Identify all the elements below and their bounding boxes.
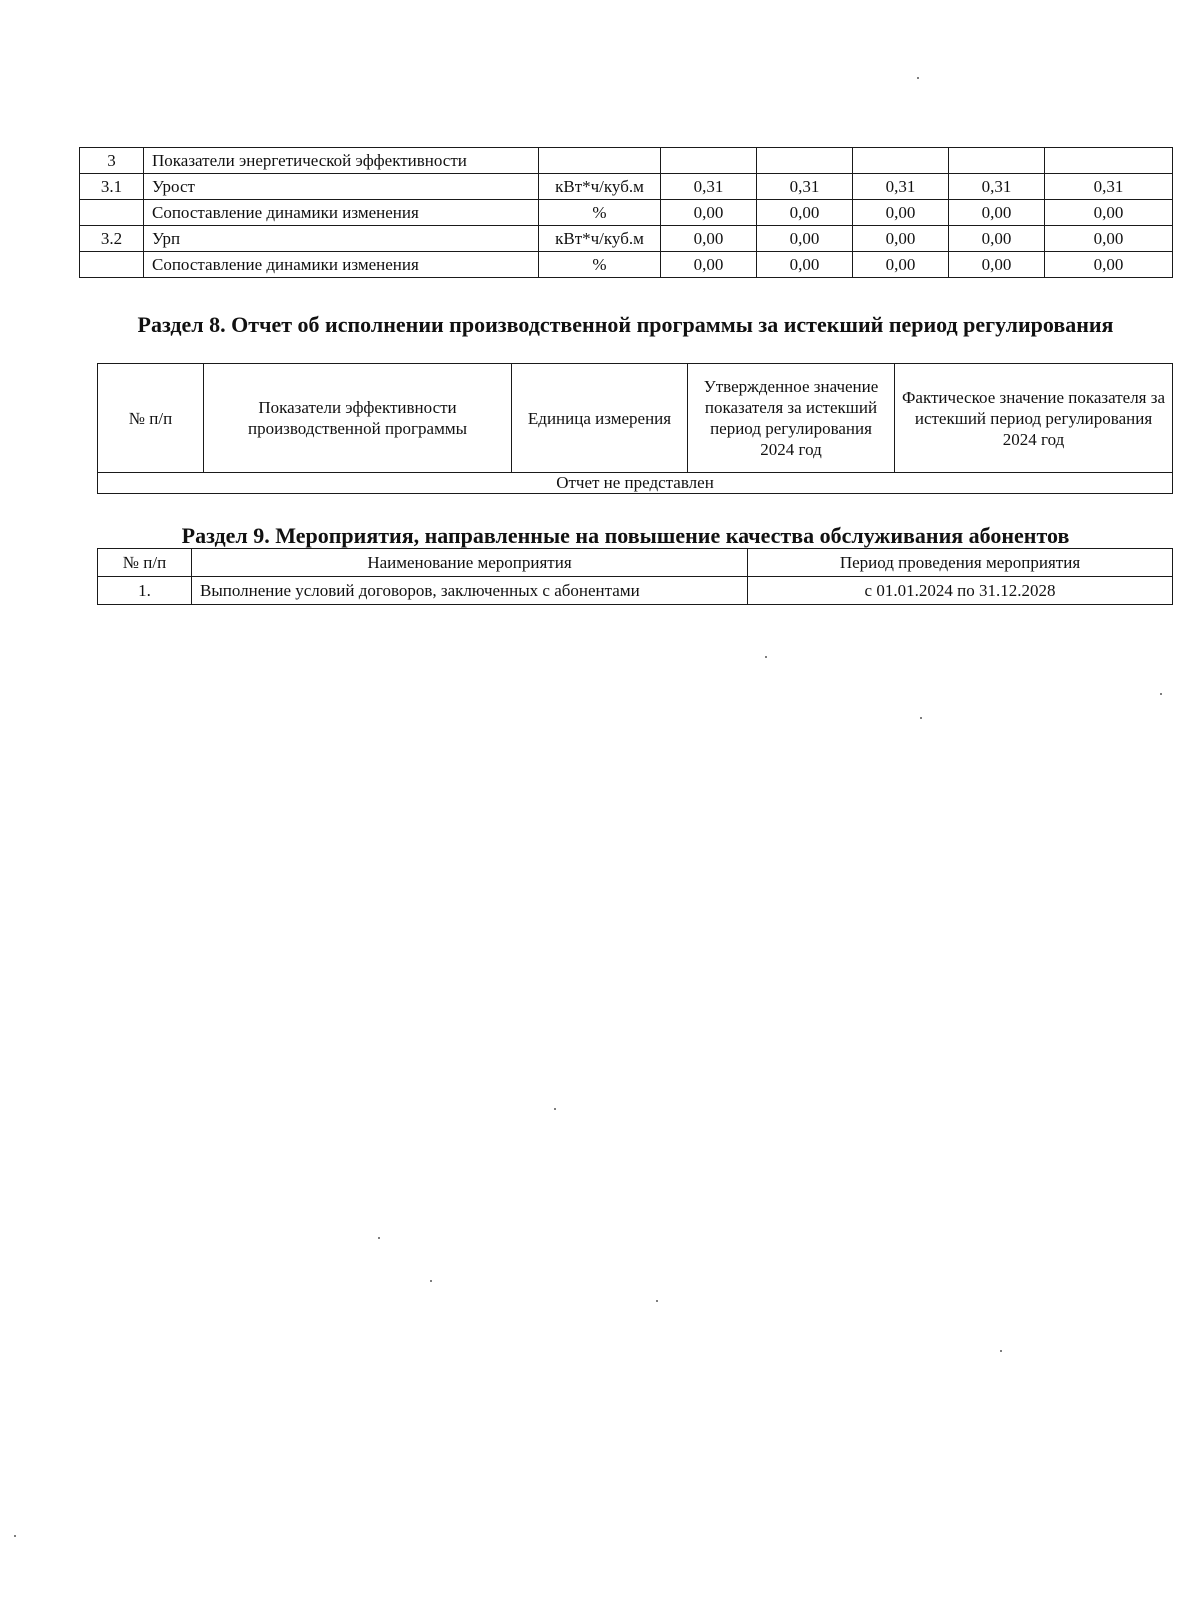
row-value: 0,00 <box>661 200 757 226</box>
row-value: 0,00 <box>853 200 949 226</box>
section8-table <box>97 363 1173 494</box>
row-value: 0,00 <box>949 200 1045 226</box>
row-value <box>661 148 757 174</box>
row-unit: кВт*ч/куб.м <box>539 226 661 252</box>
row-value: 0,31 <box>757 174 853 200</box>
row-value: 0,00 <box>661 226 757 252</box>
row-num <box>80 252 144 278</box>
table-header-row <box>98 549 1173 577</box>
row-value: 0,00 <box>757 200 853 226</box>
row-value: 0,00 <box>757 226 853 252</box>
header-actual: Фактическое значение показателя за истекший период регулирования 2024 год <box>895 364 1173 473</box>
row-value: 0,00 <box>949 226 1045 252</box>
row-num: 1. <box>98 577 192 605</box>
row-name: Сопоставление динамики изменения <box>144 252 539 278</box>
row-value <box>1045 148 1173 174</box>
scan-speck <box>1000 1350 1002 1352</box>
scan-speck <box>1160 693 1162 695</box>
row-num: 3.2 <box>80 226 144 252</box>
header-period: Период проведения мероприятия <box>748 549 1173 577</box>
table-row <box>80 174 1173 200</box>
row-value: 0,00 <box>1045 200 1173 226</box>
row-unit: % <box>539 200 661 226</box>
row-value <box>949 148 1045 174</box>
row-unit <box>539 148 661 174</box>
row-value: 0,00 <box>853 252 949 278</box>
row-value: 0,31 <box>949 174 1045 200</box>
scan-speck <box>917 77 919 79</box>
table-row <box>80 226 1173 252</box>
row-value: 0,31 <box>1045 174 1173 200</box>
row-name: Урост <box>144 174 539 200</box>
table-row <box>98 473 1173 494</box>
row-unit: кВт*ч/куб.м <box>539 174 661 200</box>
row-value <box>853 148 949 174</box>
scan-speck <box>378 1237 380 1239</box>
table-row <box>80 200 1173 226</box>
energy-efficiency-table <box>79 147 1173 278</box>
table-header-row <box>98 364 1173 473</box>
header-unit: Единица измерения <box>512 364 688 473</box>
row-value: 0,00 <box>1045 252 1173 278</box>
table-row <box>80 148 1173 174</box>
scan-speck <box>656 1300 658 1302</box>
row-value <box>757 148 853 174</box>
row-name: Показатели энергетической эффективности <box>144 148 539 174</box>
section9-table <box>97 548 1173 605</box>
report-note: Отчет не представлен <box>98 473 1173 494</box>
row-period: с 01.01.2024 по 31.12.2028 <box>748 577 1173 605</box>
row-value: 0,00 <box>757 252 853 278</box>
table-row <box>80 252 1173 278</box>
header-num: № п/п <box>98 364 204 473</box>
scan-speck <box>554 1108 556 1110</box>
scan-speck <box>765 656 767 658</box>
header-name: Наименование мероприятия <box>192 549 748 577</box>
section9-heading: Раздел 9. Мероприятия, направленные на повышение качества обслуживания абонентов <box>181 523 1070 548</box>
row-name: Сопоставление динамики изменения <box>144 200 539 226</box>
row-num <box>80 200 144 226</box>
header-approved: Утвержденное значение показателя за истекший период регулирования 2024 год <box>688 364 895 473</box>
row-name: Урп <box>144 226 539 252</box>
row-name: Выполнение условий договоров, заключенных с абонентами <box>192 577 748 605</box>
section8-heading: Раздел 8. Отчет об исполнении производственной программы за истекший период регулирования <box>137 312 1114 337</box>
scan-speck <box>430 1280 432 1282</box>
row-value: 0,00 <box>1045 226 1173 252</box>
header-indicators: Показатели эффективности производственной программы <box>204 364 512 473</box>
row-value: 0,00 <box>661 252 757 278</box>
scan-speck <box>920 717 922 719</box>
row-num: 3.1 <box>80 174 144 200</box>
scan-speck <box>14 1535 16 1537</box>
table-row <box>98 577 1173 605</box>
header-num: № п/п <box>98 549 192 577</box>
row-value: 0,31 <box>661 174 757 200</box>
row-value: 0,00 <box>853 226 949 252</box>
row-value: 0,00 <box>949 252 1045 278</box>
row-num: 3 <box>80 148 144 174</box>
row-value: 0,31 <box>853 174 949 200</box>
row-unit: % <box>539 252 661 278</box>
